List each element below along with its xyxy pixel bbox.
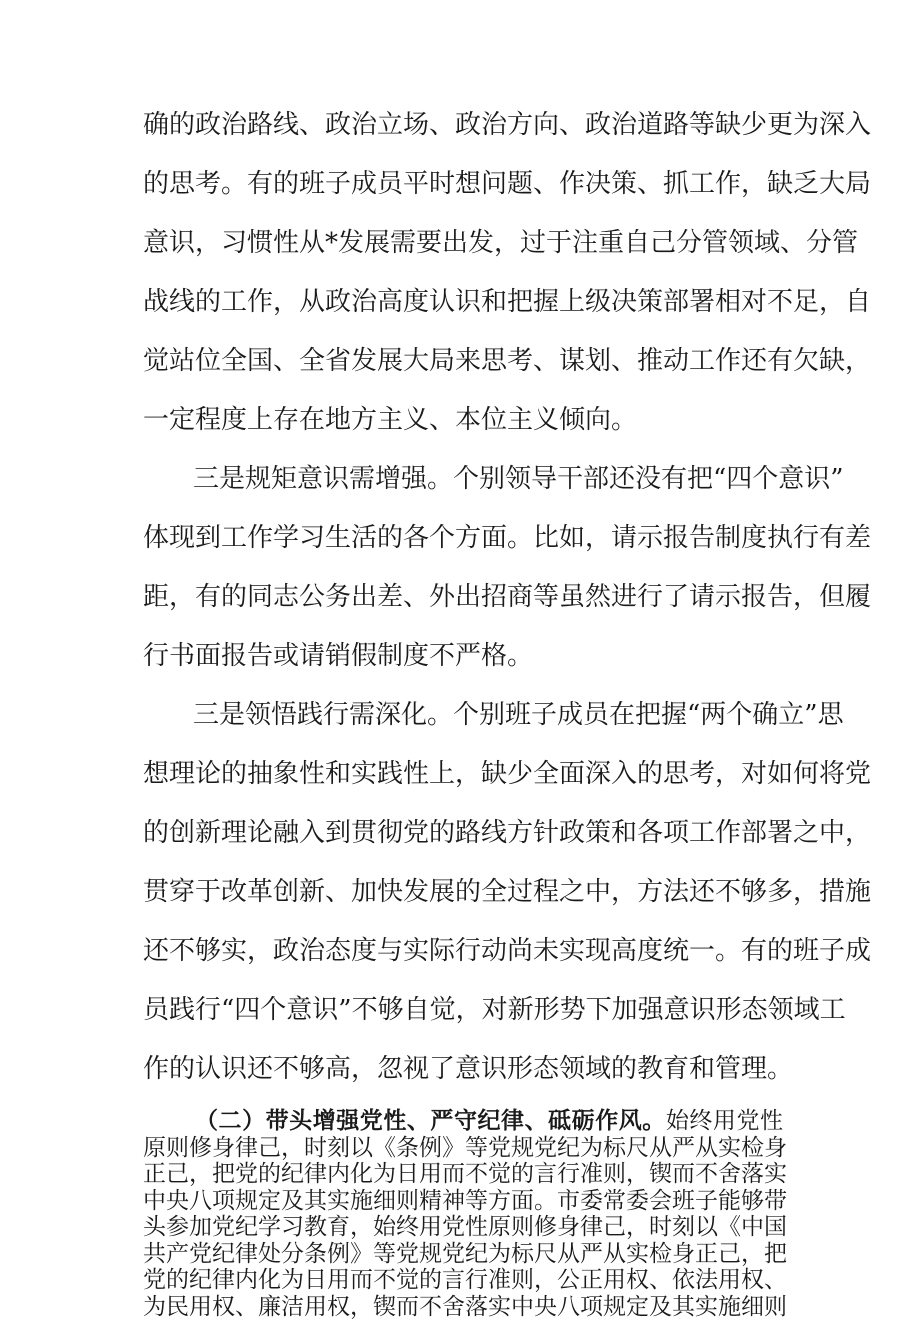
text-line: 为民用权、廉洁用权，锲而不舍落实中央八项规定及其实施细则 <box>143 1293 787 1320</box>
text-line: 三是领悟践行需深化。个别班子成员在把握“两个确立”思 <box>193 700 844 730</box>
text-line: 体现到工作学习生活的各个方面。比如，请示报告制度执行有差 <box>143 523 872 553</box>
text-line: 确的政治路线、政治立场、政治方向、政治道路等缺少更为深入 <box>143 110 872 140</box>
text-line: 共产党纪律处分条例》等党规党纪为标尺从严从实检身正己，把 <box>143 1240 787 1267</box>
text-line: 正己，把党的纪律内化为日用而不觉的言行准则，锲而不舍落实 <box>143 1161 787 1187</box>
text-line: 觉站位全国、全省发展大局来思考、谋划、推动工作还有欠缺， <box>143 346 872 376</box>
text-line: 作的认识还不够高，忽视了意识形态领域的教育和管理。 <box>143 1054 794 1084</box>
text-line: 原则修身律己，时刻以《条例》等党规党纪为标尺从严从实检身 <box>143 1134 787 1161</box>
text-line: 想理论的抽象性和实践性上，缺少全面深入的思考，对如何将党 <box>143 759 872 789</box>
text-line: 还不够实，政治态度与实际行动尚未实现高度统一。有的班子成 <box>143 936 872 966</box>
heading-continuation: 始终用党性 <box>665 1108 784 1134</box>
text-line: 一定程度上存在地方主义、本位主义倾向。 <box>143 405 638 435</box>
text-line: 的思考。有的班子成员平时想问题、作决策、抓工作，缺乏大局 <box>143 169 872 199</box>
text-line: 头参加党纪学习教育，始终用党性原则修身律己，时刻以《中国 <box>143 1214 787 1240</box>
text-line: 的创新理论融入到贯彻党的路线方针政策和各项工作部署之中， <box>143 818 872 848</box>
text-line: 行书面报告或请销假制度不严格。 <box>143 641 534 671</box>
text-line: 三是规矩意识需增强。个别领导干部还没有把“四个意识” <box>193 464 844 494</box>
section-heading: （二）带头增强党性、严守纪律、砥砺作风。 <box>195 1108 666 1134</box>
text-line <box>195 1108 783 1134</box>
text-line: 贯穿于改革创新、加快发展的全过程之中，方法还不够多，措施 <box>143 877 872 907</box>
text-line: 意识，习惯性从*发展需要出发，过于注重自己分管领域、分管 <box>143 228 859 258</box>
text-line: 党的纪律内化为日用而不觉的言行准则，公正用权、依法用权、 <box>143 1267 787 1293</box>
text-line: 中央八项规定及其实施细则精神等方面。市委常委会班子能够带 <box>143 1187 787 1214</box>
text-line: 员践行“四个意识”不够自觉，对新形势下加强意识形态领域工 <box>143 995 846 1025</box>
text-line: 战线的工作，从政治高度认识和把握上级决策部署相对不足，自 <box>143 287 872 317</box>
text-line: 距，有的同志公务出差、外出招商等虽然进行了请示报告，但履 <box>143 582 872 612</box>
